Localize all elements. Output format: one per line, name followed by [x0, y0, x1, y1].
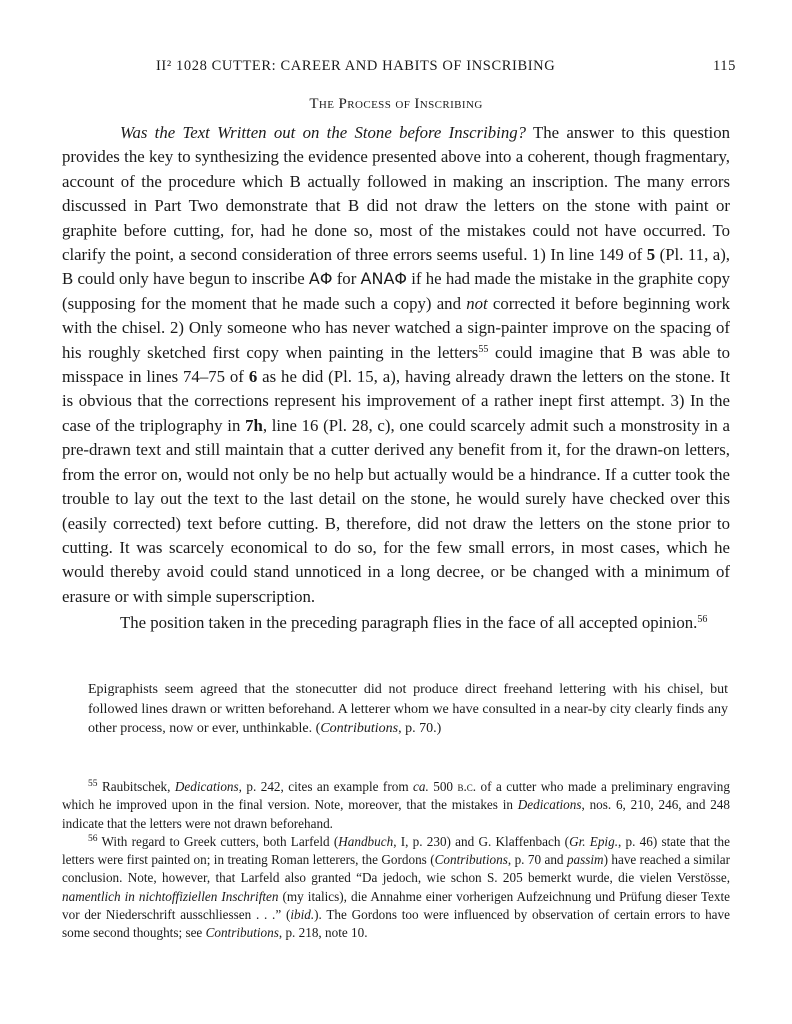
text-run: , p. 218, note 10. [278, 925, 368, 941]
italic-abbrev: ca. [413, 779, 429, 794]
text-run: corrected it before beginning work with the chisel. 2) Only someone who has never watched a sign-painter improve on the spacing of his roughly sketched first copy when painting in the letters [62, 293, 730, 362]
greek-letters: ΑΝΑΦ [360, 269, 407, 289]
quote-text: Epigraphists seem agreed that the stonecutter did not produce direct freehand lettering with his chisel, but followed lines drawn or written beforehand. A letterer whom we have consulted in a near-by city clearly finds any other process, now or ever, unthinkable. ( [88, 682, 728, 737]
text-run: The position taken in the preceding paragraph flies in the face of all accepted opinion. [120, 613, 698, 633]
text-run: 500 [428, 779, 458, 794]
text-run: , p. 242, cites an example from [238, 779, 414, 794]
footnote-55 [62, 778, 730, 833]
page-number: 115 [712, 58, 736, 74]
text-run: With regard to Greek cutters, both Larfeld ( [97, 833, 339, 849]
italic-title: Dedications [517, 797, 582, 813]
italic-title: Contributions [205, 925, 279, 941]
footnote-ref-56[interactable]: 56 [697, 614, 708, 626]
footnotes [62, 778, 730, 943]
footnote-number: 56 [88, 833, 98, 844]
footnote-ref-55[interactable]: 55 [478, 343, 489, 355]
text-run: (Pl. 11, a), B could only have begun to inscribe [62, 245, 730, 289]
italic-title: Contributions [434, 852, 508, 868]
greek-letters: ΑΦ [308, 269, 333, 289]
paragraph-1 [62, 121, 730, 609]
italic-title: Handbuch [338, 833, 394, 849]
text-run: ) have reached a similar conclusion. Note, however, that Larfeld also granted “Da jedoch, wie schon S. 205 bemerkt wurde, die vielen Verstösse, [62, 852, 730, 886]
text-run: , I, p. 230) and G. Klaffenbach ( [393, 833, 570, 849]
quote-source-page: , p. 70.) [398, 721, 442, 737]
section-title: The Process of Inscribing [309, 96, 483, 112]
italic-title: Dedications [174, 779, 239, 794]
footnote-number: 55 [88, 779, 98, 789]
footnote-56 [62, 833, 730, 943]
text-run: , nos. 6, 210, 246, and 248 indicate that the letters were not drawn beforehand. [62, 797, 730, 831]
italic-title: Gr. Epig. [569, 833, 618, 849]
paragraph-2 [62, 611, 730, 635]
text-run: (my italics), die Annahme einer vorherigen Aufzeichnung und Prüfung dieser Texte vor der Niederschrift ausschliessen . . .” ( [62, 888, 730, 923]
block-quote [88, 680, 728, 739]
paragraph-lead-question: Was the Text Written out on the Stone before Inscribing? [120, 123, 526, 142]
era-abbrev: b.c. [457, 779, 477, 794]
italic-word: passim [566, 852, 604, 868]
emphasis: not [466, 293, 488, 313]
italic-phrase: namentlich in nichtoffiziellen Inschriften [62, 888, 279, 904]
text-run: if he had made the mistake in the graphite copy (supposing for the moment that he made such a copy) and [62, 269, 731, 313]
inscription-number: 5 [646, 245, 656, 265]
text-run: of a cutter who made a preliminary engraving which he improved upon in the final version. Note, moreover, that the mistakes in [62, 779, 730, 813]
running-header [156, 58, 736, 75]
text-run: , p. 46) state that the letters were first painted on; in treating Roman letterers, the Gordons ( [62, 833, 730, 868]
main-body [62, 121, 730, 636]
running-head-title: II² 1028 CUTTER: CAREER AND HABITS OF INSCRIBING [156, 58, 556, 74]
text-run: as he did (Pl. 15, a), having already drawn the letters on the stone. It is obvious that the corrections represent his improvement of a rather inept first attempt. 3) In the case of the triplography in [62, 367, 730, 435]
text-run: , p. 70 and [507, 852, 567, 868]
quote-source-title: Contributions [320, 721, 399, 737]
text-run: ). The Gordons too were influenced by observation of certain errors to have some second thoughts; see [62, 907, 730, 941]
text-run: The answer to this question provides the key to synthesizing the evidence presented above into a coherent, though fragmentary, account of the procedure which B actually followed in making an inscription. The many errors discussed in Part Two demonstrate that B did not draw the letters on the stone with paint or graphite before cutting, for, had he done so, most of the mistakes could not have occurred. To clarify the point, a second consideration of three errors seems useful. 1) In line 149 of [62, 123, 730, 265]
text-run: , line 16 (Pl. 28, c), one could scarcely admit such a monstrosity in a pre-drawn text and still maintain that a cutter derived any benefit from it, for the drawn-on letters, from the error on, would not only be no help but actually would be a hindrance. If a cutter took the trouble to lay out the text to the last detail on the stone, he would surely have checked over this (easily corrected) text before cutting. B, therefore, did not draw the letters on the stone prior to cutting. It was scarcely economical to do so, for the few small errors, in most cases, which he would thereby avoid could stand unnoticed in a long decree, or be changed with a minimum of erasure or with simple superscription. [62, 415, 730, 606]
text-run: for [332, 269, 361, 289]
text-run: could imagine that B was able to misspace in lines 74–75 of [62, 342, 730, 387]
text-run: Raubitschek, [97, 779, 175, 794]
inscription-number: 7h [245, 415, 263, 435]
inscription-number: 6 [248, 367, 258, 387]
italic-word: ibid. [290, 907, 315, 923]
